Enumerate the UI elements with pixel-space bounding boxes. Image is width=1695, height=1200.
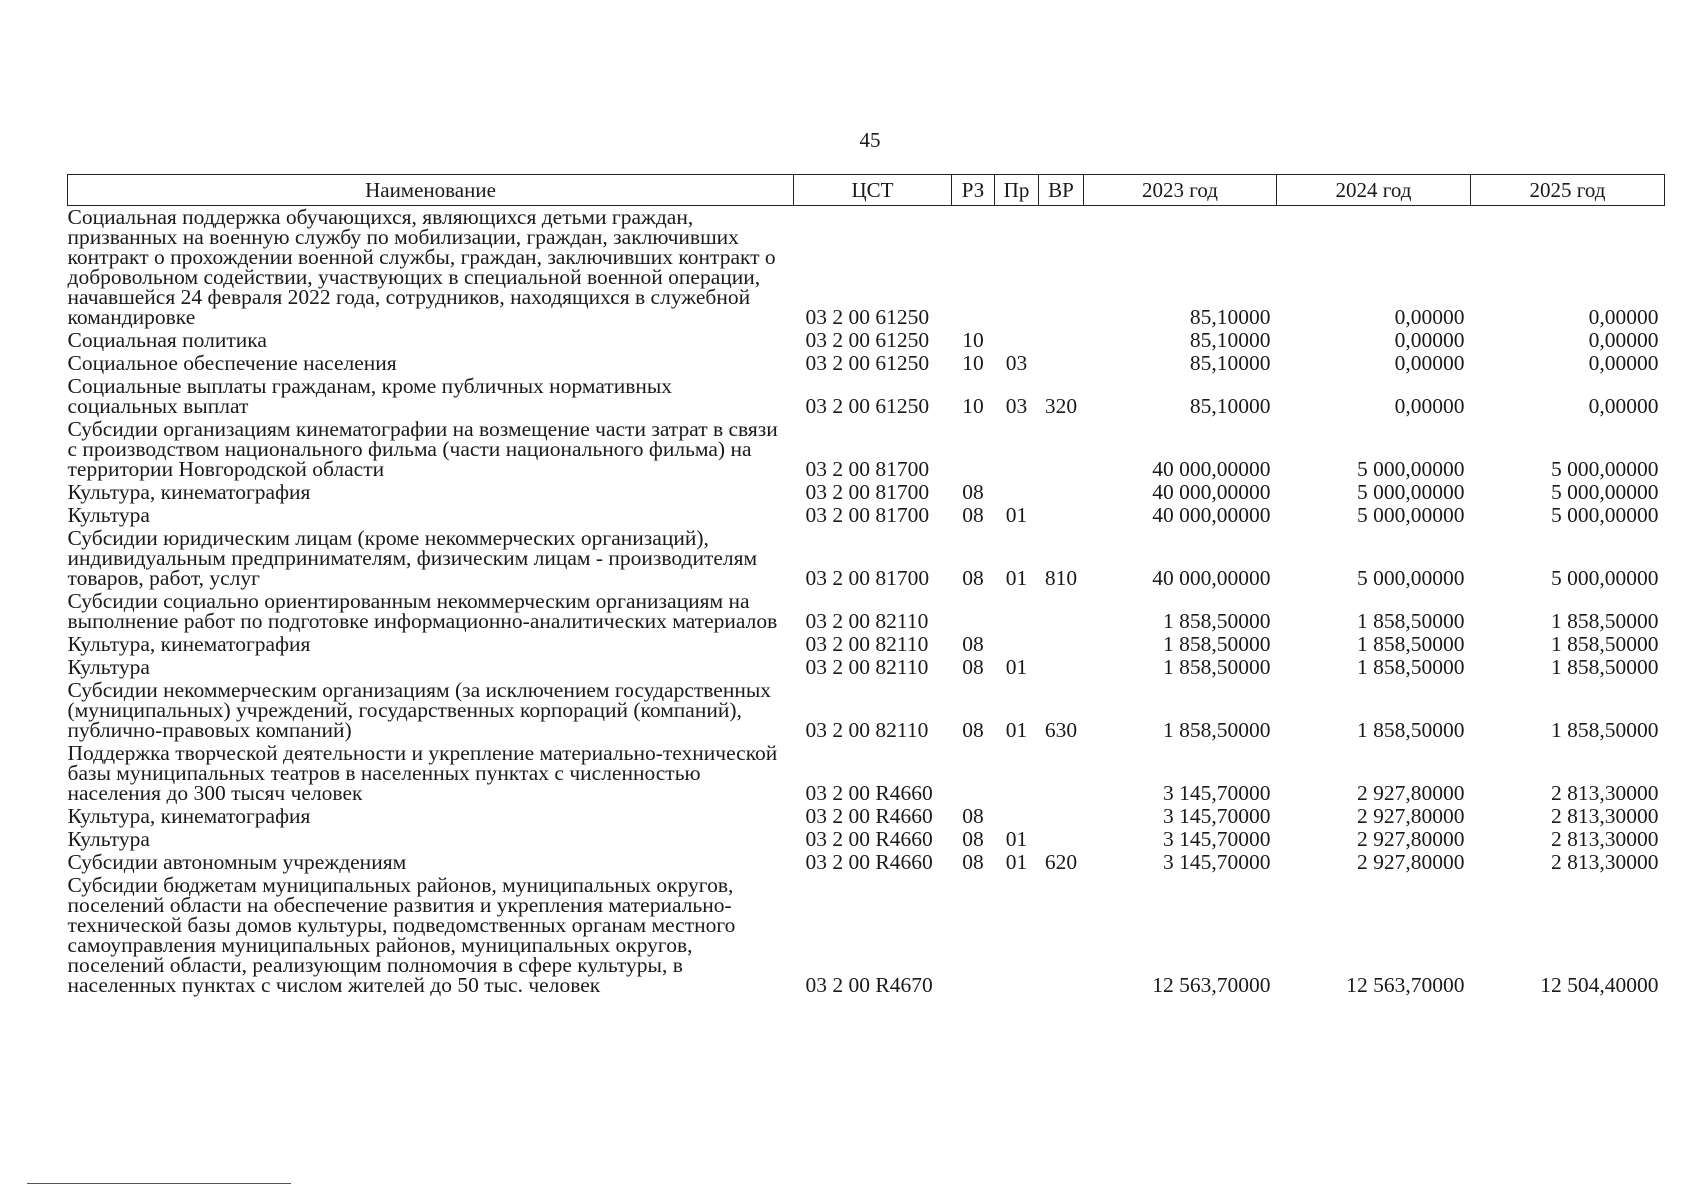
row-vr xyxy=(1039,206,1084,330)
table-row xyxy=(68,874,1665,997)
table-row xyxy=(68,805,1665,828)
row-rz xyxy=(952,874,995,997)
row-vr xyxy=(1039,633,1084,656)
row-vr xyxy=(1039,329,1084,352)
row-amount-2025: 12 504,40000 xyxy=(1540,973,1659,997)
row-amount-2024: 1 858,50000 xyxy=(1357,718,1465,742)
row-pr xyxy=(995,633,1039,656)
row-name: Субсидии организациям кинематографии на возмещение части затрат в связи с производством национального фильма (части национального фильма) на территории Новгородской области xyxy=(67,417,778,481)
table-row xyxy=(68,679,1665,742)
row-amount-2024: 0,00000 xyxy=(1394,328,1465,352)
row-amount-2024: 12 563,70000 xyxy=(1346,973,1465,997)
row-cst: 03 2 00 R4660 xyxy=(805,850,933,874)
row-cst: 03 2 00 61250 xyxy=(805,305,930,329)
row-rz xyxy=(952,742,995,805)
row-amount-2025: 0,00000 xyxy=(1588,328,1659,352)
row-amount-2025: 5 000,00000 xyxy=(1551,503,1659,527)
row-amount-2025: 1 858,50000 xyxy=(1551,655,1659,679)
row-name: Субсидии социально ориентированным некоммерческим организациям на выполнение работ по подготовке информационно-аналитических материалов xyxy=(67,589,778,633)
row-vr xyxy=(1039,352,1084,375)
row-pr xyxy=(995,481,1039,504)
row-cst: 03 2 00 81700 xyxy=(805,457,930,481)
row-name: Социальная поддержка обучающихся, являющихся детьми граждан, призванных на военную службу по мобилизации, граждан, заключивших контракт о прохождении военной службы, граждан, заключивших контракт о добровольном содействии, участвующих в специальной военной операции, начавшейся 24 февраля 2022 года, сотрудников, находящихся в служебной командировке xyxy=(67,205,776,329)
row-amount-2025: 5 000,00000 xyxy=(1551,457,1659,481)
row-cst: 03 2 00 81700 xyxy=(805,566,930,590)
table-body xyxy=(68,206,1665,998)
row-cst: 03 2 00 R4670 xyxy=(805,973,933,997)
row-name: Социальные выплаты гражданам, кроме публичных нормативных социальных выплат xyxy=(67,374,673,418)
row-amount-2025: 1 858,50000 xyxy=(1551,632,1659,656)
table-row xyxy=(68,418,1665,481)
row-amount-2023: 1 858,50000 xyxy=(1163,609,1271,633)
header-cst: ЦСТ xyxy=(794,175,952,206)
row-amount-2024: 1 858,50000 xyxy=(1357,609,1465,633)
row-pr: 01 xyxy=(1005,827,1028,851)
row-amount-2023: 40 000,00000 xyxy=(1152,457,1271,481)
row-amount-2023: 12 563,70000 xyxy=(1152,973,1271,997)
row-pr xyxy=(995,874,1039,997)
table-row xyxy=(68,504,1665,527)
row-cst: 03 2 00 61250 xyxy=(805,351,930,375)
row-rz: 08 xyxy=(962,827,984,851)
row-rz: 08 xyxy=(962,850,984,874)
row-name: Культура, кинематография xyxy=(67,632,311,656)
row-vr xyxy=(1039,481,1084,504)
row-cst: 03 2 00 61250 xyxy=(805,394,930,418)
row-amount-2023: 85,10000 xyxy=(1189,328,1271,352)
row-amount-2023: 1 858,50000 xyxy=(1163,718,1271,742)
row-vr xyxy=(1039,874,1084,997)
row-name: Субсидии юридическим лицам (кроме некоммерческих организаций), индивидуальным предпринимателям, физическим лицам - производителям товаров, работ, услуг xyxy=(67,526,758,590)
row-cst: 03 2 00 82110 xyxy=(805,655,929,679)
row-cst: 03 2 00 R4660 xyxy=(805,827,933,851)
row-pr: 01 xyxy=(1005,503,1028,527)
row-amount-2024: 2 927,80000 xyxy=(1357,781,1465,805)
row-amount-2025: 5 000,00000 xyxy=(1551,566,1659,590)
header-2025: 2025 год xyxy=(1471,175,1665,206)
header-pr: Пр xyxy=(995,175,1039,206)
row-vr: 630 xyxy=(1044,718,1078,742)
row-amount-2025: 1 858,50000 xyxy=(1551,609,1659,633)
row-amount-2023: 3 145,70000 xyxy=(1163,827,1271,851)
row-amount-2023: 85,10000 xyxy=(1189,351,1271,375)
row-rz: 08 xyxy=(962,566,984,590)
row-pr: 03 xyxy=(1005,394,1028,418)
row-amount-2025: 2 813,30000 xyxy=(1551,804,1659,828)
row-amount-2024: 0,00000 xyxy=(1394,305,1465,329)
row-rz xyxy=(952,418,995,481)
row-cst: 03 2 00 82110 xyxy=(805,609,929,633)
row-pr: 01 xyxy=(1005,718,1028,742)
table-row xyxy=(68,633,1665,656)
row-amount-2024: 2 927,80000 xyxy=(1357,850,1465,874)
row-amount-2024: 1 858,50000 xyxy=(1357,632,1465,656)
row-cst: 03 2 00 81700 xyxy=(805,503,930,527)
row-vr xyxy=(1039,504,1084,527)
header-vr: ВР xyxy=(1039,175,1084,206)
table-header-row xyxy=(68,175,1665,206)
header-2023: 2023 год xyxy=(1084,175,1277,206)
row-rz: 10 xyxy=(962,351,984,375)
row-amount-2023: 40 000,00000 xyxy=(1152,480,1271,504)
row-cst: 03 2 00 61250 xyxy=(805,328,930,352)
row-name: Поддержка творческой деятельности и укрепление материально-технической базы муниципальных театров в населенных пунктах с численностью населения до 300 тысяч человек xyxy=(67,741,778,805)
row-name: Социальная политика xyxy=(67,328,267,352)
row-pr xyxy=(995,805,1039,828)
row-amount-2024: 0,00000 xyxy=(1394,351,1465,375)
row-pr xyxy=(995,742,1039,805)
table-row xyxy=(68,352,1665,375)
row-pr xyxy=(995,329,1039,352)
table-row xyxy=(68,206,1665,330)
table-row xyxy=(68,656,1665,679)
row-rz xyxy=(952,206,995,330)
row-amount-2025: 0,00000 xyxy=(1588,305,1659,329)
row-rz xyxy=(952,590,995,633)
row-vr xyxy=(1039,805,1084,828)
row-amount-2025: 0,00000 xyxy=(1588,394,1659,418)
row-amount-2023: 1 858,50000 xyxy=(1163,632,1271,656)
row-name: Субсидии некоммерческим организациям (за исключением государственных (муниципальных) учреждений, государственных корпораций (компаний), публично-правовых компаний) xyxy=(67,678,772,742)
row-rz: 08 xyxy=(962,718,984,742)
row-vr xyxy=(1039,418,1084,481)
row-amount-2024: 5 000,00000 xyxy=(1357,503,1465,527)
table-row xyxy=(68,375,1665,418)
header-name: Наименование xyxy=(68,175,794,206)
row-pr xyxy=(995,206,1039,330)
row-pr xyxy=(995,418,1039,481)
row-amount-2025: 1 858,50000 xyxy=(1551,718,1659,742)
row-vr xyxy=(1039,828,1084,851)
row-amount-2023: 3 145,70000 xyxy=(1163,804,1271,828)
row-amount-2023: 1 858,50000 xyxy=(1163,655,1271,679)
row-rz: 08 xyxy=(962,480,984,504)
table-row xyxy=(68,481,1665,504)
row-amount-2023: 40 000,00000 xyxy=(1152,503,1271,527)
row-rz: 08 xyxy=(962,804,984,828)
row-cst: 03 2 00 R4660 xyxy=(805,781,933,805)
row-amount-2025: 2 813,30000 xyxy=(1551,781,1659,805)
row-vr: 320 xyxy=(1044,394,1078,418)
row-amount-2023: 3 145,70000 xyxy=(1163,850,1271,874)
row-amount-2024: 5 000,00000 xyxy=(1357,566,1465,590)
row-pr: 03 xyxy=(1005,351,1028,375)
row-amount-2023: 3 145,70000 xyxy=(1163,781,1271,805)
row-vr xyxy=(1039,656,1084,679)
table-row xyxy=(68,851,1665,874)
row-amount-2025: 2 813,30000 xyxy=(1551,850,1659,874)
row-pr: 01 xyxy=(1005,850,1028,874)
row-name: Культура, кинематография xyxy=(67,804,311,828)
row-name: Субсидии автономным учреждениям xyxy=(67,850,407,874)
row-amount-2025: 2 813,30000 xyxy=(1551,827,1659,851)
header-rz: РЗ xyxy=(952,175,995,206)
row-name: Культура xyxy=(67,503,150,527)
row-vr: 620 xyxy=(1044,850,1078,874)
table-row xyxy=(68,742,1665,805)
row-cst: 03 2 00 82110 xyxy=(805,632,929,656)
row-rz: 10 xyxy=(962,328,984,352)
budget-table xyxy=(67,174,1665,997)
row-amount-2025: 5 000,00000 xyxy=(1551,480,1659,504)
row-rz: 08 xyxy=(962,655,984,679)
table-row xyxy=(68,527,1665,590)
row-name: Социальное обеспечение населения xyxy=(67,351,397,375)
row-amount-2024: 2 927,80000 xyxy=(1357,804,1465,828)
row-amount-2023: 40 000,00000 xyxy=(1152,566,1271,590)
row-amount-2024: 2 927,80000 xyxy=(1357,827,1465,851)
table-row xyxy=(68,329,1665,352)
row-name: Субсидии бюджетам муниципальных районов, муниципальных округов, поселений области на обеспечение развития и укрепления материально-технической базы домов культуры, подведомственных органам местного самоуправления муниципальных районов, муниципальных округов, поселений области, реализующим полномочия в сфере культуры, в населенных пунктах с числом жителей до 50 тыс. человек xyxy=(67,873,736,997)
row-cst: 03 2 00 81700 xyxy=(805,480,930,504)
row-amount-2023: 85,10000 xyxy=(1189,394,1271,418)
table-row xyxy=(68,828,1665,851)
row-amount-2024: 1 858,50000 xyxy=(1357,655,1465,679)
row-pr: 01 xyxy=(1005,655,1028,679)
row-amount-2024: 5 000,00000 xyxy=(1357,480,1465,504)
row-rz: 10 xyxy=(962,394,984,418)
row-cst: 03 2 00 82110 xyxy=(805,718,929,742)
row-amount-2024: 0,00000 xyxy=(1394,394,1465,418)
row-amount-2025: 0,00000 xyxy=(1588,351,1659,375)
page-number: 45 xyxy=(859,128,881,152)
row-name: Культура xyxy=(67,655,150,679)
row-rz: 08 xyxy=(962,503,984,527)
row-vr xyxy=(1039,590,1084,633)
row-vr xyxy=(1039,742,1084,805)
table-row xyxy=(68,590,1665,633)
row-amount-2023: 85,10000 xyxy=(1189,305,1271,329)
row-name: Культура xyxy=(67,827,150,851)
header-2024: 2024 год xyxy=(1277,175,1471,206)
row-rz: 08 xyxy=(962,632,984,656)
row-cst: 03 2 00 R4660 xyxy=(805,804,933,828)
row-amount-2024: 5 000,00000 xyxy=(1357,457,1465,481)
footer-rule xyxy=(27,1183,291,1184)
row-pr xyxy=(995,590,1039,633)
row-pr: 01 xyxy=(1005,566,1028,590)
row-vr: 810 xyxy=(1044,566,1078,590)
row-name: Культура, кинематография xyxy=(67,480,311,504)
